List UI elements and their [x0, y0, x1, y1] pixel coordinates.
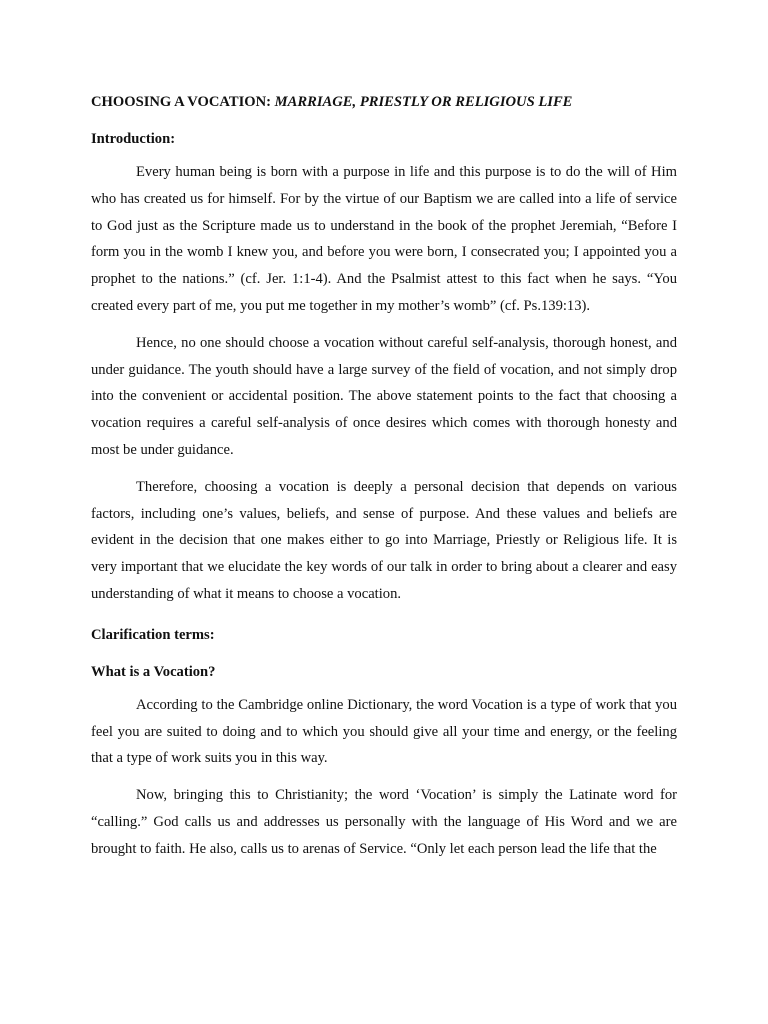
- intro-paragraph-3: Therefore, choosing a vocation is deeply a personal decision that depends on various factors, including one’s values, beliefs, and sense of purpose. And these values and beliefs are evident in the decision that one makes either to go into Marriage, Priestly or Religious life. It is very important that we elucidate the key words of our talk in order to bring about a clearer and easy understanding of what it means to choose a vocation.: [91, 478, 677, 602]
- title-italic: MARRIAGE, PRIESTLY OR RELIGIOUS LIFE: [274, 94, 573, 110]
- vocation-heading: What is a Vocation?: [91, 663, 216, 680]
- document-title: [91, 92, 677, 112]
- vocation-paragraph-2: Now, bringing this to Christianity; the word ‘Vocation’ is simply the Latinate word for “calling.” God calls us and addresses us personally with the language of His Word and we are brought to faith. He also, calls us to arenas of Service. “Only let each person lead the life that the: [91, 787, 677, 857]
- vocation-paragraph-1: According to the Cambridge online Dictionary, the word Vocation is a type of work that you feel you are suited to doing and to which you should give all your time and energy, or the feeling that a type of work suits you in this way.: [91, 696, 677, 767]
- clarification-heading: Clarification terms:: [91, 626, 215, 643]
- title-prefix: CHOOSING A VOCATION:: [91, 94, 275, 110]
- introduction-heading: Introduction:: [91, 131, 176, 147]
- intro-paragraph-1: Every human being is born with a purpose in life and this purpose is to do the will of Him who has created us for himself. For by the virtue of our Baptism we are called into a life of service to God just as the Scripture made us to understand in the book of the prophet Jeremiah, “Before I form you in the womb I knew you, and before you were born, I consecrated you; I appointed you a prophet to the nations.” (cf. Jer. 1:1-4). And the Psalmist attest to this fact when he says. “You created every part of me, you put me together in my mother’s womb” (cf. Ps.139:13).: [91, 164, 677, 314]
- intro-paragraph-2: Hence, no one should choose a vocation without careful self-analysis, thorough honest, and under guidance. The youth should have a large survey of the field of vocation, and not simply drop into the convenient or accidental position. The above statement points to the fact that choosing a vocation requires a careful self-analysis of once desires which comes with thorough honesty and most be under guidance.: [91, 334, 677, 458]
